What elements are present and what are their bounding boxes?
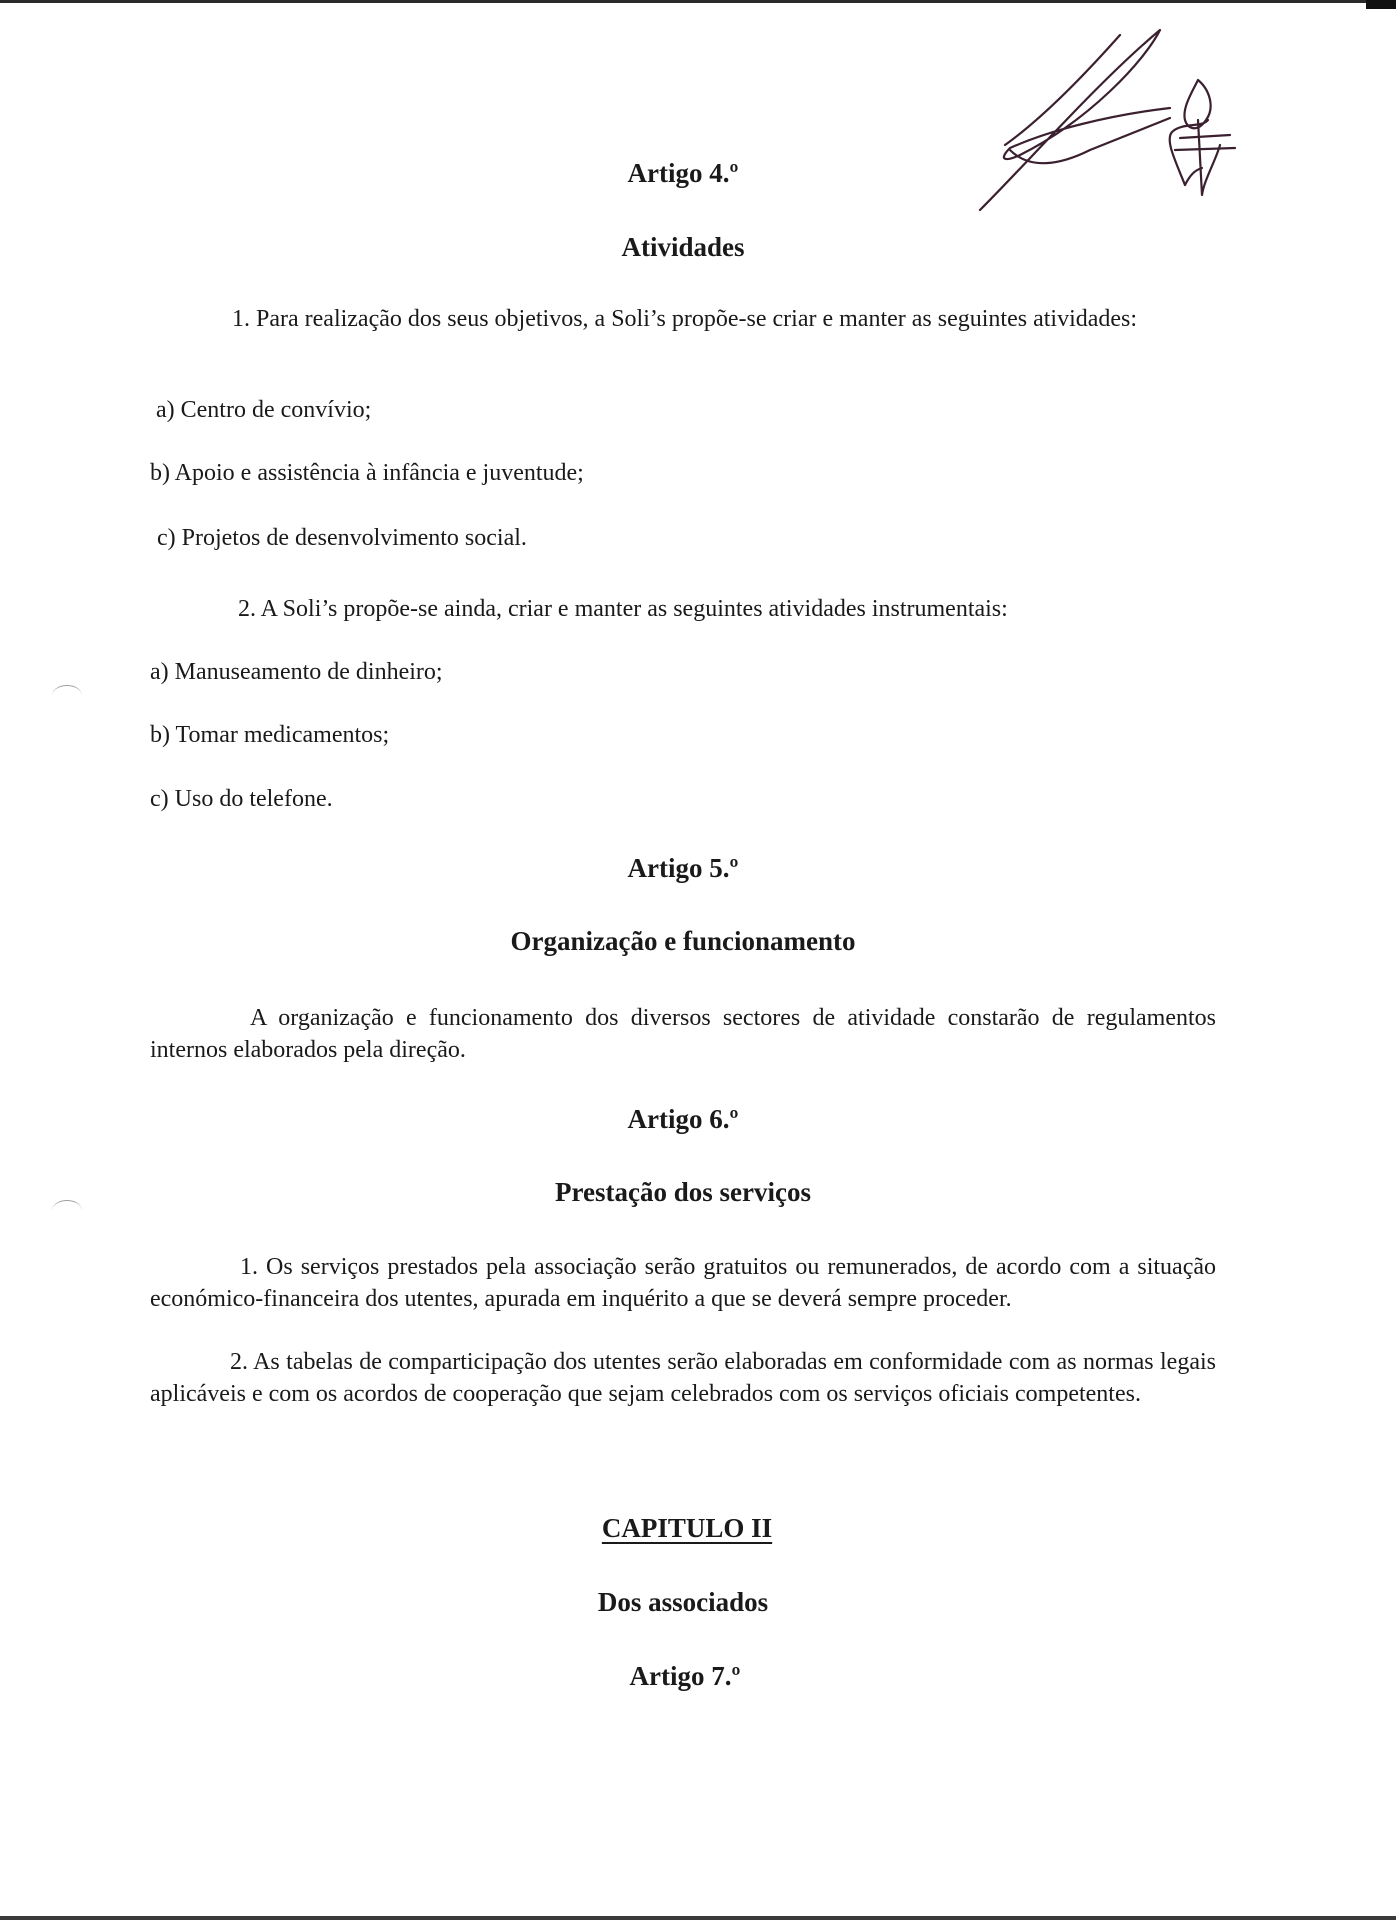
article-4-item-2c: c) Uso do telefone. (150, 786, 333, 812)
article-6-paragraph-2-text: 2. As tabelas de comparticipação dos utentes serão elaboradas em conformidade com as normas legais aplicáveis e com os acordos de cooperação que sejam celebrados com os serviços oficiais competentes. (150, 1349, 1216, 1407)
article-4-title: Artigo 4.º (627, 158, 739, 188)
article-4-paragraph-1 (150, 303, 1216, 335)
article-5-title: Artigo 5.º (627, 853, 739, 883)
article-6-paragraph-1-text: 1. Os serviços prestados pela associação serão gratuitos ou remunerados, de acordo com a situação económico-financeira dos utentes, apurada em inquérito a que se deverá sempre proceder. (150, 1254, 1216, 1312)
article-4-subtitle: Atividades (621, 232, 745, 262)
article-4-item-a: a) Centro de convívio; (156, 397, 372, 423)
article-4-item-2b: b) Tomar medicamentos; (150, 722, 390, 748)
article-5-subtitle: Organização e funcionamento (510, 926, 856, 956)
chapter-title: CAPITULO II (601, 1513, 773, 1543)
chapter-subtitle: Dos associados (597, 1587, 769, 1617)
article-6-paragraph-1 (150, 1251, 1216, 1315)
signature-icon (970, 20, 1240, 220)
article-6-title: Artigo 6.º (627, 1104, 739, 1134)
article-4-item-c: c) Projetos de desenvolvimento social. (157, 525, 527, 551)
scan-edge-bottom (0, 1916, 1396, 1920)
article-6-paragraph-2 (150, 1346, 1216, 1410)
article-4-paragraph-2: 2. A Soli’s propõe-se ainda, criar e manter as seguintes atividades instrumentais: (238, 596, 1008, 622)
punch-hole-mark (52, 685, 82, 706)
article-6-subtitle: Prestação dos serviços (555, 1177, 811, 1207)
article-4-item-2a: a) Manuseamento de dinheiro; (150, 659, 443, 685)
scan-edge-top (0, 0, 1396, 3)
scan-edge-corner (1366, 0, 1396, 9)
article-7-title: Artigo 7.º (629, 1661, 741, 1691)
article-5-paragraph-text: A organização e funcionamento dos diversos sectores de atividade constarão de regulamentos internos elaborados pela direção. (150, 1005, 1216, 1063)
article-5-paragraph (150, 1002, 1216, 1066)
article-4-item-b: b) Apoio e assistência à infância e juventude; (150, 460, 584, 486)
article-4-paragraph-1-text: 1. Para realização dos seus objetivos, a Soli’s propõe-se criar e manter as seguintes atividades: (232, 306, 1138, 332)
